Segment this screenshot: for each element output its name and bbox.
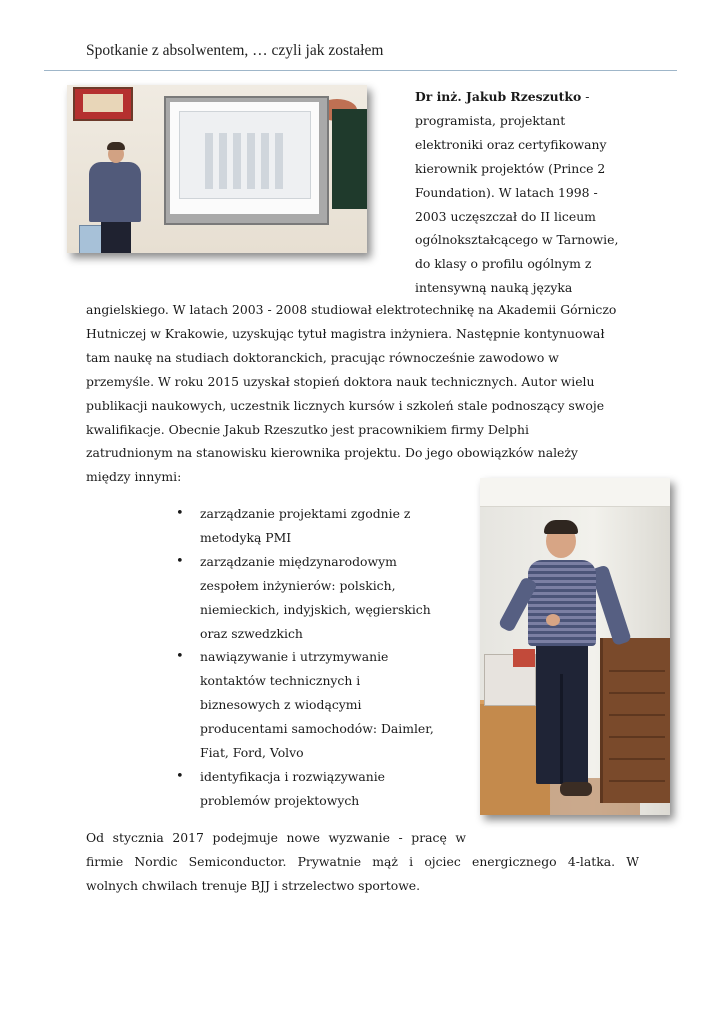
intro-line: ogólnokształcącego w Tarnowie, (415, 232, 619, 248)
closing-line-2: firmie Nordic Semiconductor. Prywatnie mąż i ojciec energicznego 4-latka. W (86, 854, 639, 869)
list-item: • zarządzanie międzynarodowym zespołem inżynierów: polskich, niemieckich, indyjskich, węgierskich oraz szwedzkich (176, 550, 461, 646)
intro-line: elektroniki oraz certyfikowany (415, 136, 607, 152)
header-divider (44, 70, 677, 71)
page-header: Spotkanie z absolwentem, … czyli jak zostałem (86, 42, 384, 59)
portrait-photo (480, 478, 670, 815)
bio-line: Hutniczej w Krakowie, uzyskując tytuł magistra inżyniera. Następnie kontynuował (86, 325, 605, 341)
closing-line-3: wolnych chwilach trenuje BJJ i strzelectwo sportowe. (86, 878, 421, 893)
bio-paragraph (86, 298, 646, 489)
intro-line: intensywną nauką języka (415, 280, 573, 296)
bio-line: angielskiego. W latach 2003 - 2008 studiował elektrotechnikę na Akademii Górniczo (86, 302, 617, 317)
intro-paragraph (415, 85, 645, 300)
list-item: • zarządzanie projektami zgodnie z metodyką PMI (176, 502, 461, 550)
intro-line: programista, projektant (415, 112, 566, 128)
list-item: • nawiązywanie i utrzymywanie kontaktów technicznych i biznesowych z wiodącymi producentami samochodów: Daimler, Fiat, Ford, Volvo (176, 645, 461, 765)
list-item: • identyfikacja i rozwiązywanie problemów projektowych (176, 765, 461, 813)
bio-line: publikacji naukowych, uczestnik licznych kursów i szkoleń stale podnoszący swoje (86, 397, 605, 413)
bio-line: między innymi: (86, 469, 182, 485)
intro-line: 2003 uczęszczał do II liceum (415, 208, 596, 224)
intro-line: kierownik projektów (Prince 2 (415, 160, 606, 176)
person-name: Dr inż. Jakub Rzeszutko (415, 89, 582, 104)
bio-line: przemyśle. W roku 2015 uzyskał stopień doktora nauk technicznych. Autor wielu (86, 373, 595, 389)
duties-list (176, 502, 461, 813)
intro-first-line: Dr inż. Jakub Rzeszutko - (415, 89, 590, 104)
classroom-photo (67, 85, 367, 253)
intro-line: Foundation). W latach 1998 - (415, 184, 598, 200)
bio-line: kwalifikacje. Obecnie Jakub Rzeszutko jest pracownikiem firmy Delphi (86, 421, 529, 437)
closing-line-1: Od stycznia 2017 podejmuje nowe wyzwanie - pracę w (86, 830, 466, 845)
bio-line: tam naukę na studiach doktoranckich, pracując równocześnie zawodowo w (86, 349, 559, 365)
intro-line: do klasy o profilu ogólnym z (415, 256, 592, 272)
bio-line: zatrudnionym na stanowisku kierownika projektu. Do jego obowiązków należy (86, 445, 578, 461)
